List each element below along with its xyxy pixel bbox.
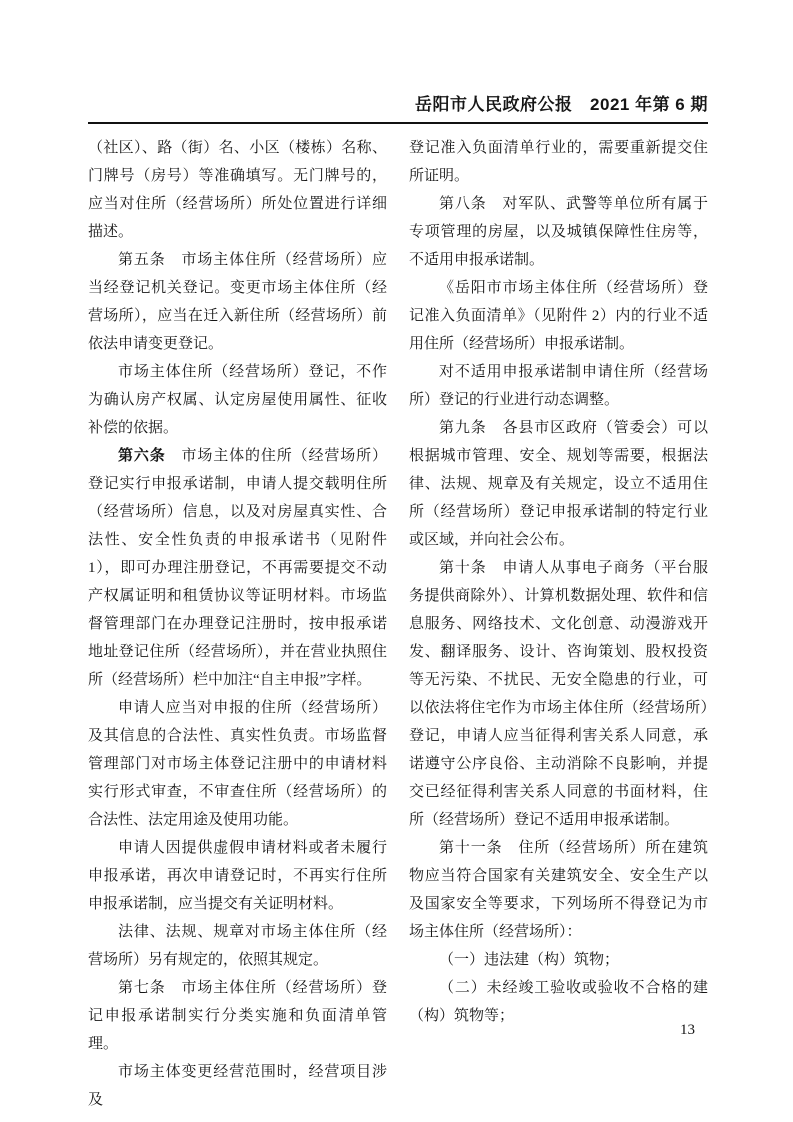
page-header [88, 90, 708, 124]
paragraph: 法律、法规、规章对市场主体住所（经营场所）另有规定的，依照其规定。 [88, 924, 387, 968]
paragraph: 申请人因提供虚假申请材料或者未履行申报承诺，再次申请登记时，不再实行住所申报承诺制，应当提交有关证明材料。 [88, 840, 387, 912]
paragraph: 申请人应当对申报的住所（经营场所）及其信息的合法性、真实性负责。市场监督管理部门对市场主体登记注册中的申请材料实行形式审查，不审查住所（经营场所）的合法性、法定用途及使用功能。 [88, 700, 387, 828]
paragraph: 《岳阳市市场主体住所（经营场所）登记准入负面清单》（见附件 2）内的行业不适用住所（经营场所）申报承诺制。 [409, 280, 708, 352]
paragraph: 第七条 市场主体住所（经营场所）登记申报承诺制实行分类实施和负面清单管理。 [88, 980, 387, 1052]
right-column [409, 134, 708, 1114]
paragraph: 市场主体变更经营范围时，经营项目涉及 [88, 1064, 387, 1108]
paragraph: （社区）、路（街）名、小区（楼栋）名称、门牌号（房号）等准确填写。无门牌号的，应当对住所（经营场所）所处位置进行详细描述。 [88, 140, 387, 240]
paragraph: 第十条 申请人从事电子商务（平台服务提供商除外）、计算机数据处理、软件和信息服务、网络技术、文化创意、动漫游戏开发、翻译服务、设计、咨询策划、股权投资等无污染、不扰民、无安全隐患的行业，可以依法将住宅作为市场主体住所（经营场所）登记，申请人应当征得利害关系人同意，承诺遵守公序良俗、主动消除不良影响，并提交已经征得利害关系人同意的书面材料，住所（经营场所）登记不适用申报承诺制。 [409, 560, 708, 828]
paragraph: 第九条 各县市区政府（管委会）可以根据城市管理、安全、规划等需要，根据法律、法规、规章及有关规定，设立不适用住所（经营场所）登记申报承诺制的特定行业或区域，并向社会公布。 [409, 420, 708, 548]
paragraph: （一）违法建（构）筑物； [439, 952, 620, 968]
paragraph: 第六条 市场主体的住所（经营场所）登记实行申报承诺制，申请人提交载明住所（经营场所）信息，以及对房屋真实性、合法性、安全性负责的申报承诺书（见附件 1），即可办理注册登记，不再需要提交不动产权属证明和租赁协议等证明材料。市场监督管理部门在办理登记注册时，按申报承诺地址登记住所（经营场所），并在营业执照住所（经营场所）栏中加注“自主申报”字样。 [88, 448, 387, 688]
paragraph: 市场主体住所（经营场所）登记，不作为确认房产权属、认定房屋使用属性、征收补偿的依据。 [88, 364, 387, 436]
paragraph: （二）未经竣工验收或验收不合格的建（构）筑物等； [409, 980, 708, 1024]
paragraph: 对不适用申报承诺制申请住所（经营场所）登记的行业进行动态调整。 [409, 364, 708, 408]
article-number: 第六条 [118, 448, 166, 464]
left-column [88, 134, 387, 1114]
page-header-title: 岳阳市人民政府公报 2021 年第 6 期 [415, 95, 708, 114]
paragraph: 第五条 市场主体住所（经营场所）应当经登记机关登记。变更市场主体住所（经营场所），应当在迁入新住所（经营场所）前依法申请变更登记。 [88, 252, 387, 352]
document-body [88, 134, 708, 1114]
paragraph: 第十一条 住所（经营场所）所在建筑物应当符合国家有关建筑安全、安全生产以及国家安全等要求，下列场所不得登记为市场主体住所（经营场所）： [409, 840, 708, 940]
paragraph: 第八条 对军队、武警等单位所有属于专项管理的房屋，以及城镇保障性住房等，不适用申报承诺制。 [409, 196, 708, 268]
paragraph: 登记准入负面清单行业的，需要重新提交住所证明。 [409, 140, 708, 184]
page-number: 13 [680, 1022, 695, 1038]
